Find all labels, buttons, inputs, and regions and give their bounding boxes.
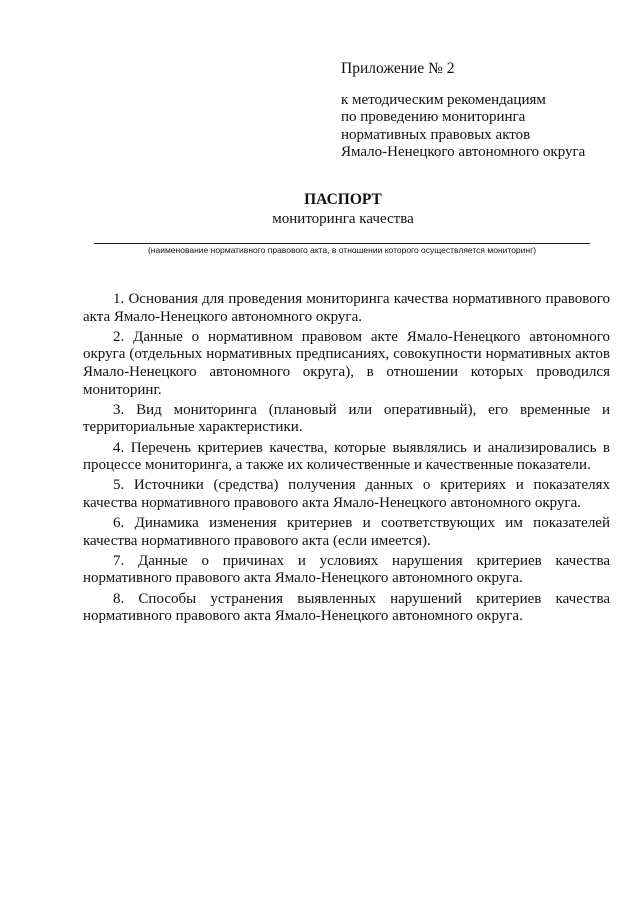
appendix-line: по проведению мониторинга <box>341 109 526 125</box>
appendix-line: нормативных правовых актов <box>341 126 531 143</box>
document-subtitle: мониторинга качества <box>272 211 414 227</box>
passport-items <box>83 291 610 628</box>
passport-item: 3. Вид мониторинга (плановый или оперативный), его временные и территориальные характеристики. <box>83 401 610 436</box>
passport-item: 1. Основания для проведения мониторинга качества нормативного правового акта Ямало-Ненецкого автономного округа. <box>83 291 610 325</box>
appendix-block <box>341 60 621 162</box>
appendix-line: к методическим рекомендациям <box>341 91 546 108</box>
passport-item: 2. Данные о нормативном правовом акте Ямало-Ненецкого автономного округа (отдельных нормативных предписаниях, совокупности нормативных актов Ямало-Ненецкого автономного округа), в отношении которых проводился мониторинг. <box>83 328 610 398</box>
passport-item: 6. Динамика изменения критериев и соответствующих им показателей качества нормативного правового акта (если имеется). <box>83 515 610 549</box>
passport-item: 7. Данные о причинах и условиях нарушения критериев качества нормативного правового акта Ямало-Ненецкого автономного округа. <box>83 552 610 587</box>
act-name-blank-line <box>94 243 590 244</box>
passport-item: 8. Способы устранения выявленных нарушений критериев качества нормативного правового акта Ямало-Ненецкого автономного округа. <box>83 590 610 625</box>
appendix-line: Ямало-Ненецкого автономного округа <box>341 144 586 160</box>
document-title: ПАСПОРТ <box>304 191 382 208</box>
passport-item: 5. Источники (средства) получения данных о критериях и показателях качества нормативного правового акта Ямало-Ненецкого автономного округа. <box>83 477 610 511</box>
appendix-number: Приложение № 2 <box>341 60 455 77</box>
act-name-caption: (наименование нормативного правового акта, в отношении которого осуществляется мониторинг) <box>147 245 537 255</box>
passport-item: 4. Перечень критериев качества, которые выявлялись и анализировались в процессе мониторинга, а также их количественные и качественные показатели. <box>83 439 610 474</box>
